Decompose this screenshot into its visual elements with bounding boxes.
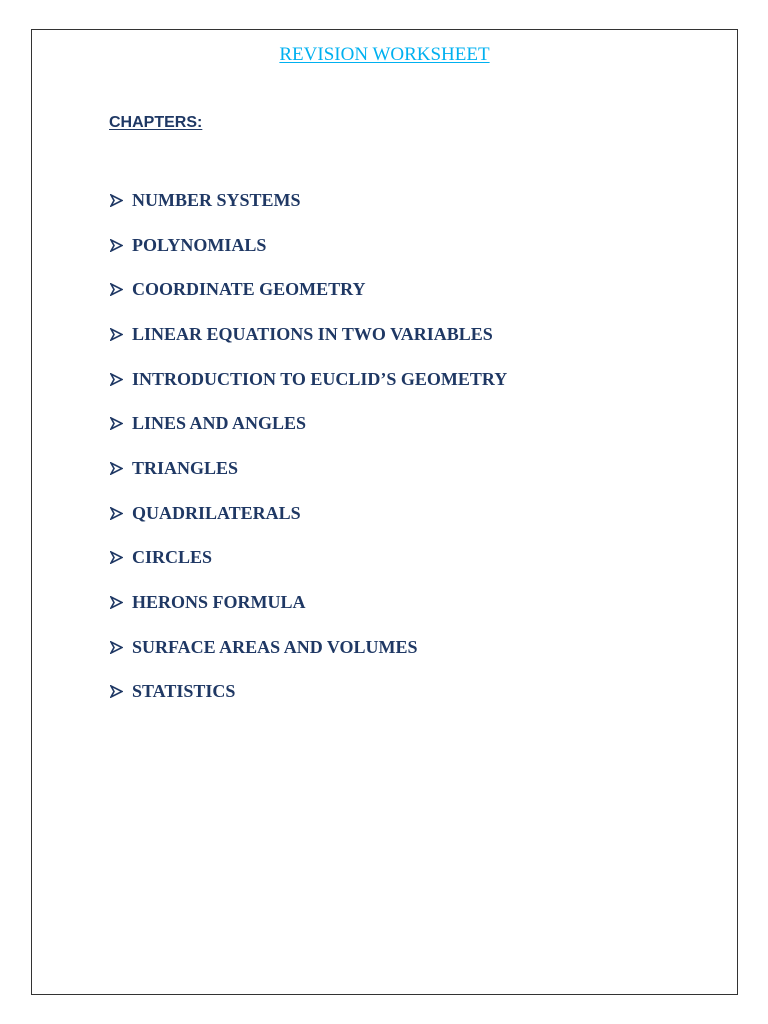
arrowhead-bullet-icon (110, 373, 132, 386)
chapter-label: POLYNOMIALS (132, 234, 267, 255)
arrowhead-bullet-icon (110, 328, 132, 341)
chapter-item (110, 536, 507, 581)
chapter-label: HERONS FORMULA (132, 592, 306, 613)
chapter-label: TRIANGLES (132, 457, 239, 478)
chapter-item (110, 625, 507, 670)
chapter-item (110, 312, 507, 357)
chapter-label: LINES AND ANGLES (132, 413, 307, 434)
chapter-item (110, 670, 507, 715)
worksheet-page (31, 29, 738, 995)
arrowhead-bullet-icon (110, 685, 132, 698)
chapter-label: STATISTICS (132, 681, 236, 702)
chapter-item (110, 580, 507, 625)
chapter-label: NUMBER SYSTEMS (132, 189, 301, 210)
arrowhead-bullet-icon (110, 641, 132, 654)
chapter-item (110, 446, 507, 491)
chapter-item (110, 178, 507, 223)
chapter-item (110, 357, 507, 402)
chapter-item (110, 267, 507, 312)
arrowhead-bullet-icon (110, 507, 132, 520)
chapter-item (110, 401, 507, 446)
arrowhead-bullet-icon (110, 239, 132, 252)
page-title: REVISION WORKSHEET (279, 44, 490, 65)
arrowhead-bullet-icon (110, 283, 132, 296)
arrowhead-bullet-icon (110, 596, 132, 609)
chapters-heading: CHAPTERS: (109, 114, 203, 131)
chapter-list (110, 178, 507, 714)
arrowhead-bullet-icon (110, 417, 132, 430)
chapter-item (110, 491, 507, 536)
chapter-item (110, 223, 507, 268)
chapter-label: CIRCLES (132, 547, 213, 568)
chapter-label: SURFACE AREAS AND VOLUMES (132, 636, 418, 657)
chapter-label: COORDINATE GEOMETRY (132, 279, 366, 300)
chapter-label: INTRODUCTION TO EUCLID’S GEOMETRY (132, 368, 508, 389)
chapter-label: LINEAR EQUATIONS IN TWO VARIABLES (132, 323, 493, 344)
arrowhead-bullet-icon (110, 551, 132, 564)
chapter-label: QUADRILATERALS (132, 502, 301, 523)
arrowhead-bullet-icon (110, 194, 132, 207)
arrowhead-bullet-icon (110, 462, 132, 475)
